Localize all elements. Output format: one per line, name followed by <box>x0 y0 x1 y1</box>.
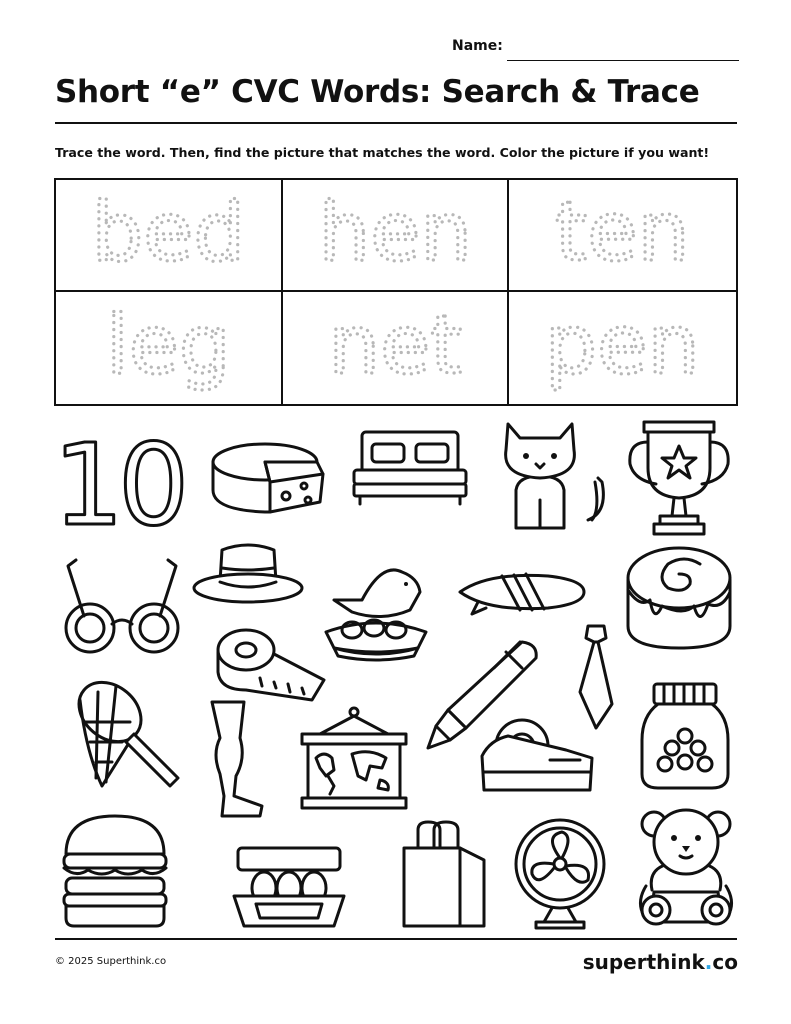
trophy-icon[interactable] <box>626 420 732 538</box>
brand-logo[interactable] <box>583 950 738 974</box>
leg-icon[interactable] <box>206 700 266 818</box>
name-blank-line[interactable] <box>507 60 739 61</box>
shopping-bag-icon[interactable] <box>402 820 486 928</box>
trace-word: bed <box>91 184 246 280</box>
brand-tld: co <box>712 950 738 974</box>
instructions: Trace the word. Then, find the picture that matches the word. Color the picture if you want! <box>55 145 710 160</box>
name-label: Name: <box>452 38 503 54</box>
number-10-icon[interactable] <box>52 421 184 551</box>
copyright: © 2025 Superthink.co <box>55 956 167 967</box>
name-field[interactable] <box>452 36 742 62</box>
number-10-label: 10 <box>52 421 184 551</box>
necktie-icon[interactable] <box>576 624 616 730</box>
world-map-icon[interactable] <box>300 706 408 810</box>
trace-cell[interactable] <box>509 180 736 292</box>
teddy-bear-icon[interactable] <box>636 806 736 926</box>
tape-dispenser-icon[interactable] <box>480 716 594 792</box>
hamburger-icon[interactable] <box>62 814 168 928</box>
hen-on-nest-icon[interactable] <box>322 552 430 660</box>
fishing-net-icon[interactable] <box>72 682 184 790</box>
trace-cell[interactable] <box>283 180 510 292</box>
surfboard-icon[interactable] <box>458 570 586 616</box>
tape-measure-icon[interactable] <box>216 626 328 706</box>
egg-carton-icon[interactable] <box>232 846 346 928</box>
cheese-wheel-icon[interactable] <box>210 440 328 520</box>
trace-word: ten <box>555 185 690 280</box>
trace-cell[interactable] <box>56 180 283 292</box>
flower-sunglasses-icon[interactable] <box>62 556 182 660</box>
trace-word: hen <box>318 184 472 280</box>
brand-dot: . <box>704 950 713 974</box>
brand-main: superthink <box>582 950 705 974</box>
cinnamon-roll-icon[interactable] <box>624 544 734 652</box>
electric-fan-icon[interactable] <box>514 818 606 930</box>
worksheet-title: Short “e” CVC Words: Search & Trace <box>55 74 700 110</box>
trace-word-grid <box>54 178 738 406</box>
trace-cell[interactable] <box>283 292 510 404</box>
cat-icon[interactable] <box>500 420 610 532</box>
trace-word: leg <box>106 297 231 393</box>
trace-word: pen <box>545 298 701 394</box>
gumball-jar-icon[interactable] <box>640 682 730 792</box>
trace-word: net <box>328 297 462 393</box>
trace-cell[interactable] <box>509 292 736 404</box>
bed-icon[interactable] <box>352 430 468 506</box>
footer-divider <box>55 938 737 940</box>
title-divider <box>55 122 737 124</box>
trace-cell[interactable] <box>56 292 283 404</box>
fedora-hat-icon[interactable] <box>192 540 304 606</box>
